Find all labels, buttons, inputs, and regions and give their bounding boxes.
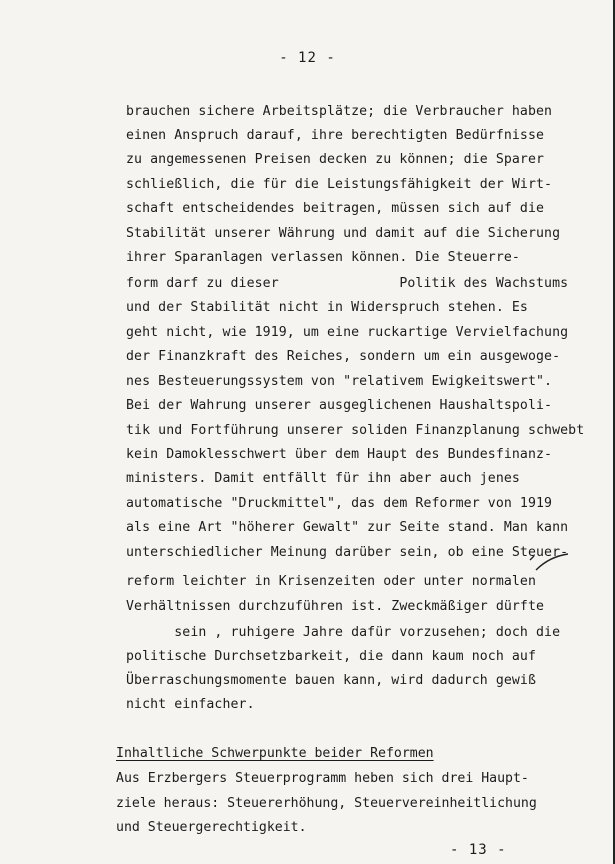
text-line: nes Besteuerungssystem von "relativem Ewigkeitswert". <box>126 374 553 389</box>
text-line: automatische "Druckmittel", das dem Reformer von 1919 <box>126 496 553 511</box>
text-line: form darf zu dieser Politik des Wachstums <box>126 276 569 291</box>
text-line: Überraschungsmomente bauen kann, wird dadurch gewiß <box>126 673 537 688</box>
section-heading: Inhaltliche Schwerpunkte beider Reformen <box>116 746 434 761</box>
text-line: tik und Fortführung unserer soliden Finanzplanung schwebt <box>126 423 585 438</box>
text-line: Aus Erzbergers Steuerprogramm heben sich drei Haupt- <box>116 771 529 786</box>
text-line: einen Anspruch darauf, ihre berechtigten Bedürfnisse <box>126 128 545 143</box>
text-line: politische Durchsetzbarkeit, die dann kaum noch auf <box>126 649 537 664</box>
text-line: nicht einfacher. <box>126 697 255 712</box>
text-line: Stabilität unserer Währung und damit auf die Sicherung <box>126 226 561 241</box>
text-line: unterschiedlicher Meinung darüber sein, ob eine Steuer- <box>126 545 569 560</box>
text-line: und Steuergerechtigkeit. <box>116 820 307 835</box>
text-line: der Finanzkraft des Reiches, sondern um ein ausgewoge- <box>126 349 561 364</box>
next-page-number: - 13 - <box>450 842 507 858</box>
text-line: sein , ruhigere Jahre dafür vorzusehen; doch die <box>126 625 561 640</box>
text-line: Bei der Wahrung unserer ausgeglichenen Haushaltspoli- <box>126 398 553 413</box>
text-line: ziele heraus: Steuererhöhung, Steuervereinheitlichung <box>116 796 537 811</box>
text-line: ihrer Sparanlagen verlassen können. Die Steuerre- <box>126 250 520 265</box>
text-line: und der Stabilität nicht in Widerspruch stehen. Es <box>126 300 528 315</box>
margin-correction-mark <box>528 550 570 574</box>
text-line: ministers. Damit entfällt für ihn aber auch jenes <box>126 471 520 486</box>
text-line: reform leichter in Krisenzeiten oder unter normalen <box>126 574 537 589</box>
text-line: zu angemessenen Preisen decken zu können; die Sparer <box>126 152 545 167</box>
text-line: schaft entscheidendes beitragen, müssen sich auf die <box>126 201 545 216</box>
text-line: brauchen sichere Arbeitsplätze; die Verbraucher haben <box>126 104 553 119</box>
text-line: Verhältnissen durchzuführen ist. Zweckmäßiger dürfte <box>126 599 545 614</box>
text-line: als eine Art "höherer Gewalt" zur Seite stand. Man kann <box>126 520 569 535</box>
page-number: - 12 - <box>279 50 336 66</box>
text-line: kein Damoklesschwert über dem Haupt des Bundesfinanz- <box>126 447 553 462</box>
text-line: schließlich, die für die Leistungsfähigkeit der Wirt- <box>126 177 553 192</box>
text-line: geht nicht, wie 1919, um eine ruckartige Vervielfachung <box>126 325 569 340</box>
